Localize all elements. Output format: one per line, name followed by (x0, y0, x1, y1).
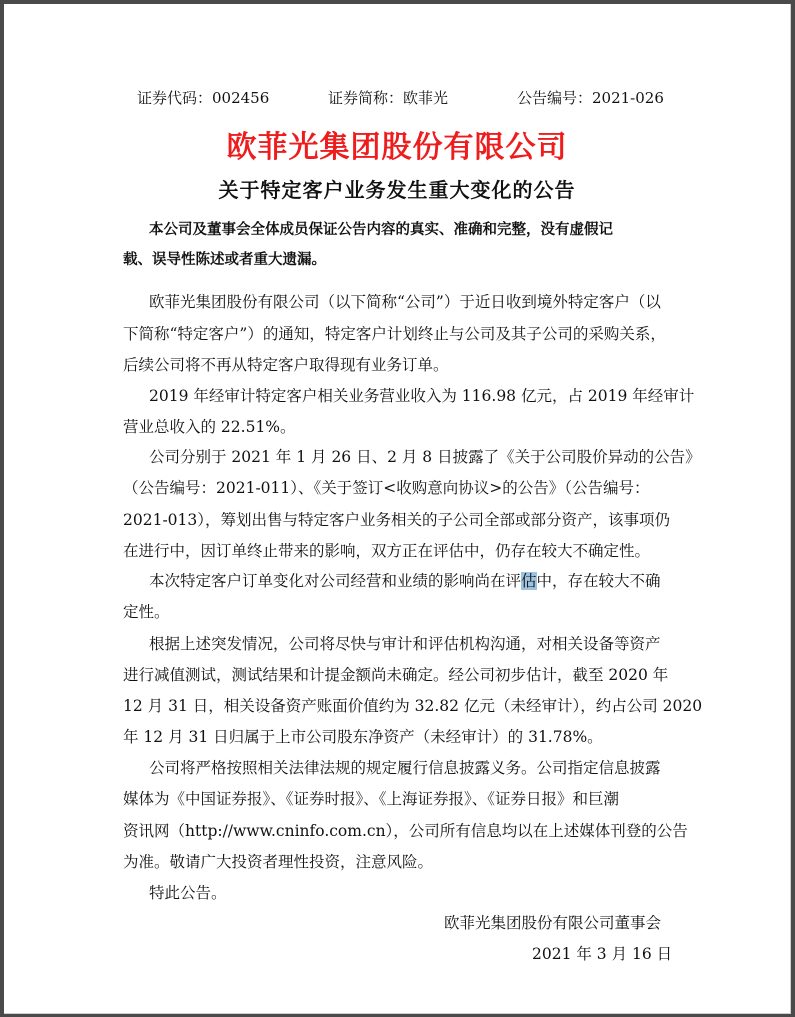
paragraph-line: 为准。敬请广大投资者理性投资，注意风险。 (123, 853, 434, 871)
text-run: 本次特定客户订单变化对公司经营和业绩的影响尚在评 (149, 572, 522, 590)
paragraph-line: 定性。 (123, 603, 170, 621)
paragraph-line: 进行减值测试，测试结果和计提金额尚未确定。经公司初步估计，截至 2020 年 (123, 666, 669, 684)
paragraph-line: 年 12 月 31 日归属于上市公司股东净资产（未经审计）的 31.78%。 (123, 728, 603, 746)
paragraph-line: 营业总收入的 22.51%。 (123, 418, 296, 436)
paragraph-line: 根据上述突发情况，公司将尽快与审计和评估机构沟通，对相关设备等资产 (149, 635, 661, 653)
paragraph-line (149, 571, 661, 591)
signature-date: 2021 年 3 月 16 日 (532, 945, 673, 963)
statement-line: 载、误导性陈述或者重大遗漏。 (123, 251, 326, 268)
document-page (4, 4, 791, 1014)
paragraph-line: 媒体为《中国证券报》、《证券时报》、《上海证券报》、《证券日报》和巨潮 (123, 790, 620, 808)
paragraph-line: 公司将严格按照相关法律法规的规定履行信息披露义务。公司指定信息披露 (149, 759, 661, 777)
paragraph-line: 后续公司将不再从特定客户取得现有业务订单。 (123, 356, 449, 374)
paragraph-line: 2019 年经审计特定客户相关业务营业收入为 116.98 亿元，占 2019 年经审计 (149, 387, 695, 405)
company-name: 欧菲光集团股份有限公司 (226, 130, 568, 165)
statement-line: 本公司及董事会全体成员保证公告内容的真实、准确和完整，没有虚假记 (149, 221, 613, 238)
paragraph-line: 资讯网（http://www.cninfo.com.cn），公司所有信息均以在上述媒体刊登的公告 (123, 822, 688, 840)
paragraph-line: 2021-013），筹划出售与特定客户业务相关的子公司全部或部分资产，该事项仍 (123, 511, 671, 529)
stock-abbreviation: 证券简称：欧菲光 (328, 89, 449, 107)
closing-line: 特此公告。 (149, 884, 227, 902)
stock-code: 证券代码：002456 (137, 89, 270, 107)
notice-number: 公告编号：2021-026 (517, 89, 664, 107)
paragraph-line: 12 月 31 日，相关设备资产账面价值约为 32.82 亿元（未经审计），约占公司 2020 (123, 697, 703, 715)
signature-board: 欧菲光集团股份有限公司董事会 (444, 914, 662, 932)
paragraph-line: 公司分别于 2021 年 1 月 26 日、2 月 8 日披露了《关于公司股价异动的公告》 (149, 448, 701, 466)
paragraph-line: 在进行中，因订单终止带来的影响，双方正在评估中，仍存在较大不确定性。 (123, 542, 651, 560)
paragraph-line: 下简称“特定客户”）的通知，特定客户计划终止与公司及其子公司的采购关系， (123, 325, 666, 343)
paragraph-line: 欧菲光集团股份有限公司（以下简称“公司”）于近日收到境外特定客户（以 (149, 293, 661, 311)
paragraph-line: （公告编号：2021-011）、《关于签订<收购意向协议>的公告》（公告编号： (123, 479, 650, 497)
text-run: 中，存在较大不确 (536, 572, 661, 590)
selected-text[interactable]: 估 (521, 572, 537, 590)
notice-title: 关于特定客户业务发生重大变化的公告 (218, 178, 576, 202)
